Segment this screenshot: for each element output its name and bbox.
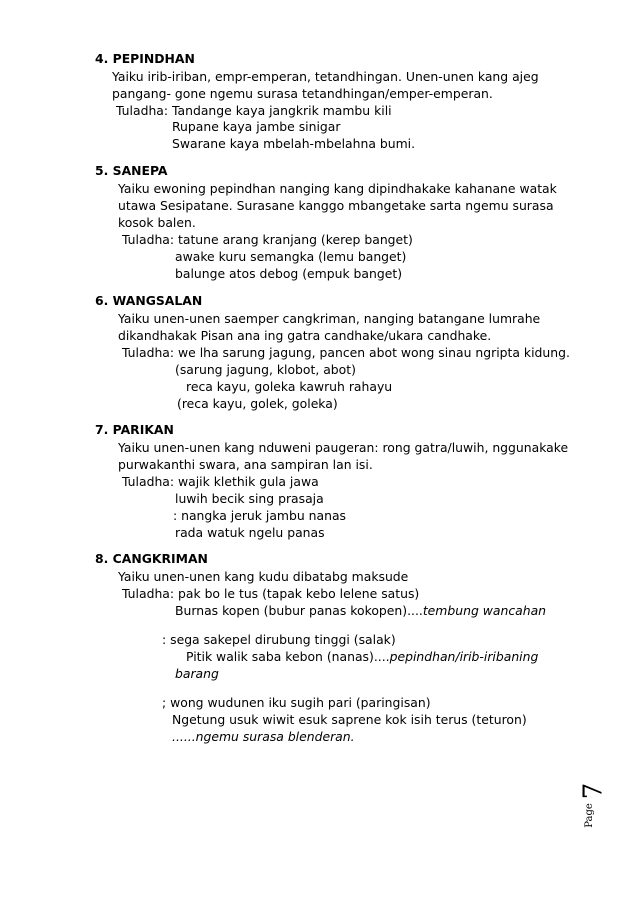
text-line-italic: barang	[175, 666, 219, 681]
text-line: ; wong wudunen iku sugih pari (paringisan)	[162, 695, 431, 710]
text-segment: Burnas kopen (bubur panas kokopen)....	[175, 603, 423, 618]
text-line: Ngetung usuk wiwit esuk saprene kok isih terus (teturon)	[172, 712, 527, 727]
text-line: Yaiku ewoning pepindhan nanging kang dipindhakake kahanane watak	[118, 181, 557, 196]
text-line: utawa Sesipatane. Surasane kanggo mbangetake sarta ngemu surasa	[118, 198, 554, 213]
text-line: Tuladha: tatune arang kranjang (kerep banget)	[122, 232, 413, 247]
text-line: Tuladha: pak bo le tus (tapak kebo lelene satus)	[122, 586, 420, 601]
text-line: Yaiku irib-iriban, empr-emperan, tetandhingan. Unen-unen kang ajeg	[112, 69, 539, 84]
section-number: 7	[95, 422, 104, 437]
text-line: purwakanthi swara, ana sampiran lan isi.	[118, 457, 373, 472]
section-title-cangkriman: 8. CANGKRIMAN	[95, 551, 208, 566]
text-line: awake kuru semangka (lemu banget)	[175, 249, 407, 264]
text-line: Swarane kaya mbelah-mbelahna bumi.	[172, 136, 416, 151]
text-line: Yaiku unen-unen kang kudu dibatabg maksude	[118, 569, 409, 584]
text-line	[186, 648, 538, 665]
section-title-wangsalan: 6. WANGSALAN	[95, 293, 203, 308]
text-line: Yaiku unen-unen saemper cangkriman, nanging batangane lumrahe	[118, 311, 541, 326]
section-title-text: . PARIKAN	[103, 422, 174, 437]
text-segment-italic: tembung wancahan	[422, 603, 547, 618]
text-line: : sega sakepel dirubung tinggi (salak)	[162, 632, 396, 647]
text-line: Tuladha: Tandange kaya jangkrik mambu kili	[116, 103, 392, 118]
section-title-sanepa: 5. SANEPA	[95, 163, 168, 178]
text-line: Yaiku unen-unen kang nduweni paugeran: rong gatra/luwih, nggunakake	[118, 440, 569, 455]
section-title-parikan	[95, 421, 174, 438]
text-line: balunge atos debog (empuk banget)	[175, 266, 403, 281]
text-line: (sarung jagung, klobot, abot)	[175, 362, 356, 377]
page-number-marker	[578, 778, 609, 836]
text-line: rada watuk ngelu panas	[175, 525, 325, 540]
text-line: pangang- gone ngemu surasa tetandhingan/emper-emperan.	[112, 86, 493, 101]
text-line	[175, 602, 546, 619]
text-line: Tuladha: wajik klethik gula jawa	[122, 474, 319, 489]
text-line: Tuladha: we lha sarung jagung, pancen abot wong sinau ngripta kidung.	[122, 345, 570, 360]
text-line: : nangka jeruk jambu nanas	[173, 508, 347, 523]
text-segment: Pitik walik saba kebon (nanas)....	[186, 649, 390, 664]
text-line: dikandhakak Pisan ana ing gatra candhake/ukara candhake.	[118, 328, 492, 343]
text-line: luwih becik sing prasaja	[175, 491, 324, 506]
text-line: Rupane kaya jambe sinigar	[172, 119, 341, 134]
section-title-pepindhan: 4. PEPINDHAN	[95, 51, 195, 66]
text-segment-italic: pepindhan/irib-iribaning	[389, 649, 539, 664]
text-line: reca kayu, goleka kawruh rahayu	[186, 379, 393, 394]
text-line-italic: ......ngemu surasa blenderan.	[172, 729, 355, 744]
text-line: (reca kayu, golek, goleka)	[177, 396, 338, 411]
page-number: 7	[578, 782, 609, 800]
page-label: Page	[583, 803, 595, 828]
text-line: kosok balen.	[118, 215, 196, 230]
